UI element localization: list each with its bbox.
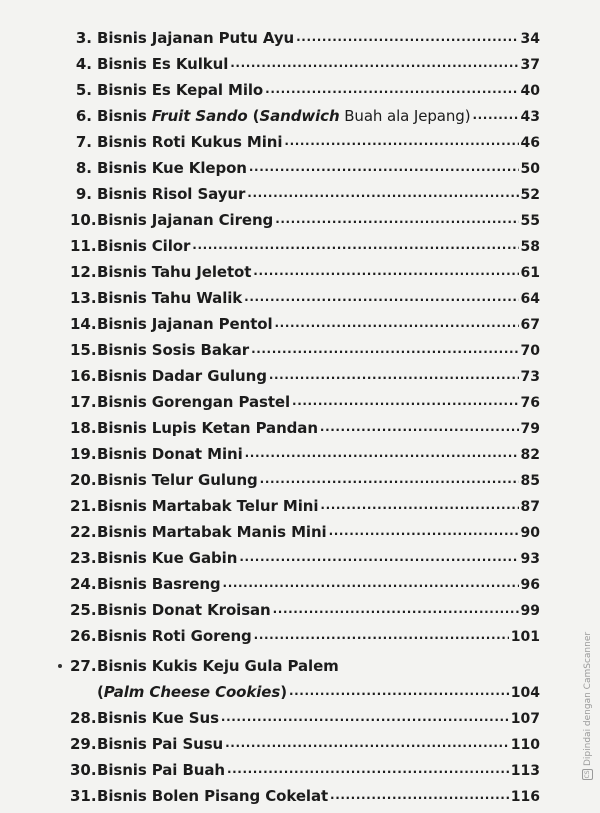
dot-leader — [296, 31, 518, 43]
entry-page-number: 93 — [520, 551, 540, 567]
entry-number: 9. — [75, 185, 92, 203]
entry-number: 10. — [70, 211, 97, 229]
entry-page-number: 113 — [510, 763, 540, 779]
entry-number: 26. — [70, 627, 97, 645]
toc-entry — [70, 202, 540, 228]
entry-number: 5. — [75, 81, 92, 99]
toc-entry — [70, 410, 540, 436]
toc-entry — [70, 98, 540, 124]
dot-leader — [247, 187, 518, 199]
entry-title: Bisnis Martabak Manis Mini — [97, 523, 327, 541]
entry-title-italic: Palm Cheese Cookies — [103, 683, 281, 701]
entry-page-number: 34 — [520, 31, 540, 47]
entry-title-part: ( — [247, 107, 260, 125]
entry-title: Bisnis Dadar Gulung — [97, 367, 267, 385]
entry-page-number: 107 — [510, 711, 540, 727]
entry-title-part: Bisnis — [97, 107, 152, 125]
entry-title: Bisnis Bolen Pisang Cokelat — [97, 787, 329, 805]
dot-leader — [221, 711, 509, 723]
dot-leader — [245, 447, 519, 459]
scanner-watermark — [582, 632, 593, 780]
dot-leader — [265, 83, 518, 95]
entry-number: 25. — [70, 601, 97, 619]
entry-page-number: 43 — [520, 109, 540, 125]
entry-number: 16. — [70, 367, 97, 385]
dot-leader — [239, 551, 518, 563]
entry-title: Bisnis Es Kepal Milo — [97, 81, 264, 99]
entry-title: Bisnis Kue Gabin — [97, 549, 238, 567]
dot-leader — [249, 161, 519, 173]
toc-entry — [70, 306, 540, 332]
entry-number: 28. — [70, 709, 97, 727]
entry-number: 13. — [70, 289, 97, 307]
entry-title: Bisnis Pai Susu — [97, 735, 224, 753]
entry-title: Bisnis Donat Kroisan — [97, 601, 271, 619]
entry-number: 3. — [75, 29, 92, 47]
toc-entry — [70, 592, 540, 618]
dot-leader — [225, 737, 509, 749]
entry-title: Bisnis Kukis Keju Gula Palem — [97, 657, 339, 675]
entry-title: Bisnis Jajanan Pentol — [97, 315, 273, 333]
entry-number: 19. — [70, 445, 97, 463]
margin-dot — [58, 664, 62, 668]
entry-title: Bisnis Sosis Bakar — [97, 341, 250, 359]
toc-entry — [70, 514, 540, 540]
dot-leader — [254, 629, 509, 641]
entry-title — [97, 685, 287, 700]
dot-leader — [251, 343, 518, 355]
entry-title: Bisnis Jajanan Cireng — [97, 211, 274, 229]
entry-page-number: 46 — [520, 135, 540, 151]
entry-title: Bisnis Cilor — [97, 237, 191, 255]
entry-title: Bisnis Telur Gulung — [97, 471, 258, 489]
entry-number: 31. — [70, 787, 97, 805]
entry-number: 14. — [70, 315, 97, 333]
toc-entry — [70, 700, 540, 726]
toc-entry — [70, 618, 540, 644]
entry-number: 7. — [75, 133, 92, 151]
entry-page-number: 96 — [520, 577, 540, 593]
entry-title: Bisnis Tahu Walik — [97, 289, 243, 307]
entry-page-number: 76 — [520, 395, 540, 411]
entry-title-part: ( — [97, 683, 104, 701]
entry-page-number: 55 — [520, 213, 540, 229]
entry-title-italic: Fruit Sando — [151, 107, 248, 125]
toc-entry — [70, 176, 540, 202]
entry-title: Bisnis Tahu Jeletot — [97, 263, 252, 281]
entry-title: Bisnis Donat Mini — [97, 445, 243, 463]
entry-page-number: 52 — [520, 187, 540, 203]
dot-leader — [275, 213, 518, 225]
entry-number: 21. — [70, 497, 97, 515]
dot-leader — [275, 317, 519, 329]
toc-entry — [70, 228, 540, 254]
toc-entry — [70, 436, 540, 462]
toc-entry — [70, 488, 540, 514]
dot-leader — [289, 685, 509, 697]
entry-page-number: 79 — [520, 421, 540, 437]
entry-page-number: 99 — [520, 603, 540, 619]
toc-entry — [70, 648, 550, 674]
entry-number: 15. — [70, 341, 97, 359]
dot-leader — [269, 369, 519, 381]
toc-entry — [70, 20, 540, 46]
toc-entry — [70, 540, 540, 566]
toc-entry — [70, 150, 540, 176]
camscanner-logo-icon: CS — [584, 770, 591, 779]
entry-page-number: 116 — [510, 789, 540, 805]
entry-number: 27. — [70, 657, 97, 675]
entry-title-italic: Sandwich — [259, 107, 340, 125]
toc-entry — [70, 254, 540, 280]
dot-leader — [320, 421, 519, 433]
entry-page-number: 40 — [520, 83, 540, 99]
entry-title: Bisnis Basreng — [97, 575, 221, 593]
entry-title: Bisnis Pai Buah — [97, 761, 225, 779]
entry-title: Bisnis Lupis Ketan Pandan — [97, 419, 318, 437]
entry-number: 11. — [70, 237, 97, 255]
dot-leader — [230, 57, 518, 69]
dot-leader — [223, 577, 519, 589]
dot-leader — [472, 109, 518, 121]
entry-number: 23. — [70, 549, 97, 567]
entry-page-number: 104 — [510, 685, 540, 701]
entry-number: 20. — [70, 471, 97, 489]
entry-page-number: 73 — [520, 369, 540, 385]
entry-number: 6. — [75, 107, 92, 125]
dot-leader — [192, 239, 518, 251]
entry-page-number: 90 — [520, 525, 540, 541]
entry-number: 24. — [70, 575, 97, 593]
dot-leader — [253, 265, 518, 277]
toc-entry — [70, 72, 540, 98]
entry-page-number: 37 — [520, 57, 540, 73]
entry-number: 29. — [70, 735, 97, 753]
entry-title-part: Buah ala Jepang) — [339, 107, 471, 125]
entry-title: Bisnis Kue Klepon — [97, 159, 247, 177]
entry-page-number: 67 — [520, 317, 540, 333]
entry-title: Bisnis Roti Goreng — [97, 627, 252, 645]
entry-page-number: 50 — [520, 161, 540, 177]
entry-page-number: 110 — [510, 737, 540, 753]
dot-leader — [227, 763, 509, 775]
toc-entry — [70, 124, 540, 150]
dot-leader — [320, 499, 518, 511]
entry-title-part: ) — [280, 683, 287, 701]
entry-title: Bisnis Martabak Telur Mini — [97, 497, 319, 515]
watermark-text: Dipindai dengan CamScanner — [582, 631, 593, 766]
toc-entry — [70, 280, 540, 306]
dot-leader — [260, 473, 519, 485]
toc-entry — [70, 46, 540, 72]
dot-leader — [330, 789, 509, 801]
toc-entry — [70, 384, 540, 410]
entry-title: Bisnis Kue Sus — [97, 709, 219, 727]
dot-leader — [329, 525, 519, 537]
entry-page-number: 70 — [520, 343, 540, 359]
toc-entry — [70, 462, 540, 488]
toc-entry — [70, 752, 540, 778]
entry-number: 22. — [70, 523, 97, 541]
dot-leader — [292, 395, 518, 407]
entry-number: 18. — [70, 419, 97, 437]
entry-page-number: 64 — [520, 291, 540, 307]
entry-page-number: 82 — [520, 447, 540, 463]
entry-page-number: 85 — [520, 473, 540, 489]
toc-entry-continuation — [70, 674, 540, 700]
entry-page-number: 58 — [520, 239, 540, 255]
entry-title: Bisnis Risol Sayur — [97, 185, 246, 203]
entry-number: 17. — [70, 393, 97, 411]
toc-entry — [70, 726, 540, 752]
entry-title: Bisnis Gorengan Pastel — [97, 393, 291, 411]
entry-title: Bisnis Roti Kukus Mini — [97, 133, 283, 151]
entry-title: Bisnis Es Kulkul — [97, 55, 229, 73]
entry-title — [97, 109, 470, 124]
dot-leader — [273, 603, 519, 615]
entry-page-number: 61 — [520, 265, 540, 281]
entry-number: 4. — [75, 55, 92, 73]
toc-entry — [70, 566, 540, 592]
entry-page-number: 87 — [520, 499, 540, 515]
entry-title: Bisnis Jajanan Putu Ayu — [97, 29, 295, 47]
entry-number: 8. — [75, 159, 92, 177]
entry-number: 12. — [70, 263, 97, 281]
toc-entry — [70, 332, 540, 358]
dot-leader — [244, 291, 518, 303]
dot-leader — [284, 135, 518, 147]
entry-page-number: 101 — [510, 629, 540, 645]
toc-entry — [70, 778, 540, 804]
entry-number: 30. — [70, 761, 97, 779]
toc-entry — [70, 358, 540, 384]
